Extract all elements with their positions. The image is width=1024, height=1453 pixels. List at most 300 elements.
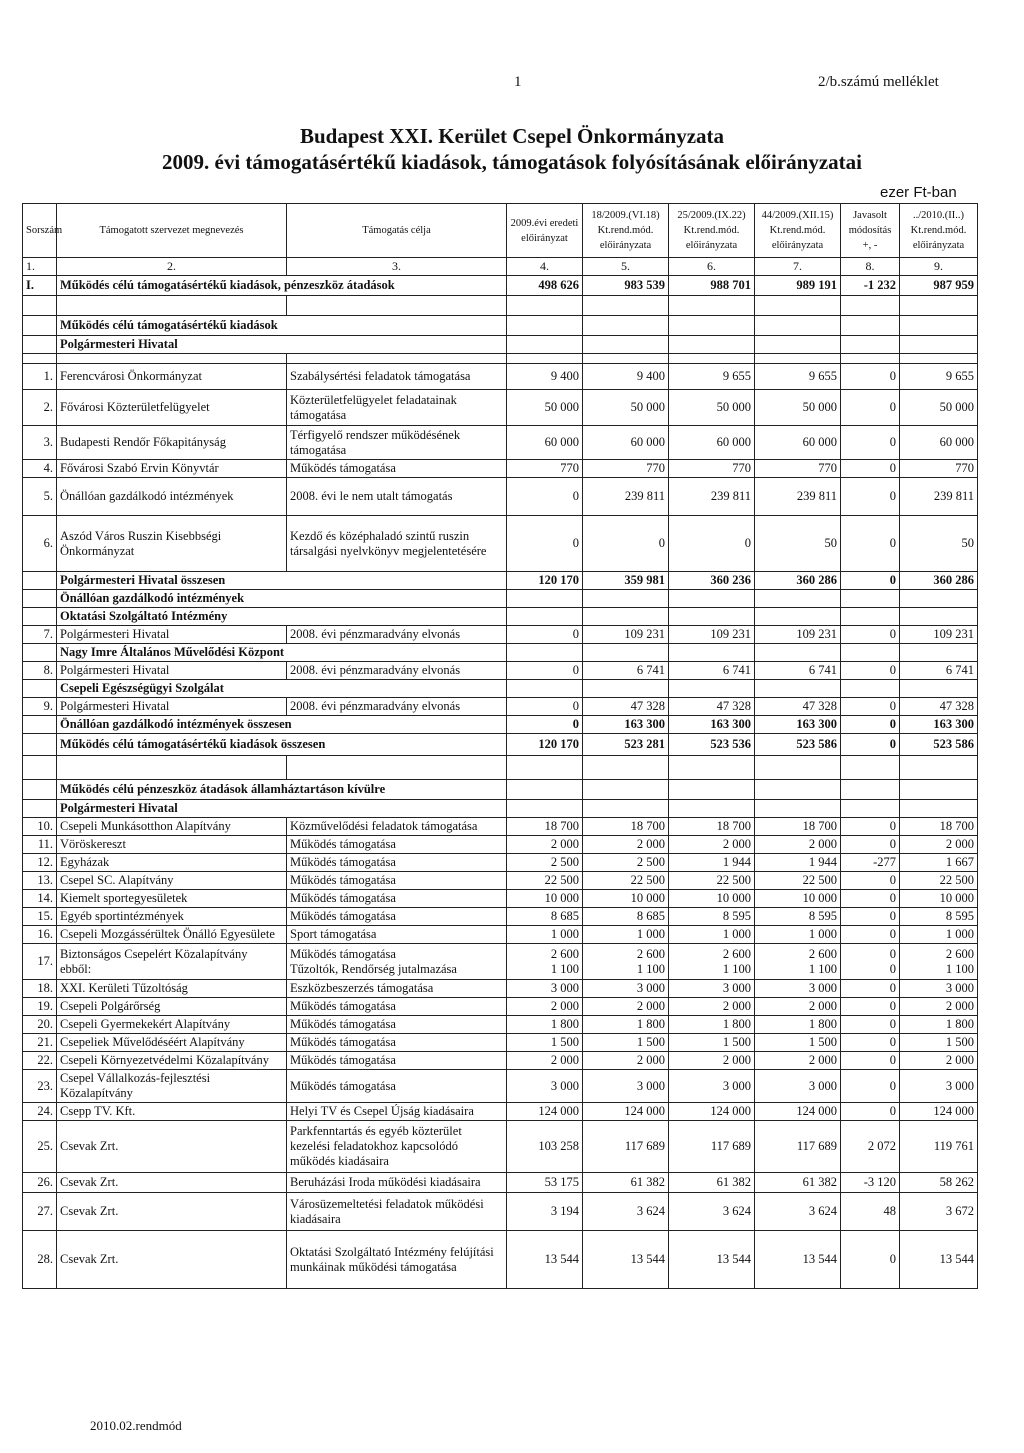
- table-row: [23, 626, 978, 644]
- organization-name: Csepeli Munkásotthon Alapítvány: [57, 818, 287, 836]
- spacer-row: [23, 756, 978, 780]
- row-number: 3.: [23, 426, 57, 460]
- value-line: 0: [889, 946, 896, 961]
- value-cell: 50 000: [583, 390, 669, 426]
- value-cell: 119 761: [900, 1121, 978, 1173]
- value-cell: 9 655: [900, 364, 978, 390]
- value-cell: 523 281: [583, 734, 669, 756]
- value-cell: 2 500: [583, 854, 669, 872]
- support-goal: Működés támogatása: [287, 460, 507, 478]
- empty-cell: [755, 680, 841, 698]
- empty-cell: [23, 716, 57, 734]
- support-goal: Beruházási Iroda működési kiadásaira: [287, 1173, 507, 1193]
- table-row: [23, 836, 978, 854]
- value-cell: [507, 944, 583, 980]
- value-cell: 3 000: [755, 1070, 841, 1103]
- empty-cell: [583, 800, 669, 818]
- empty-cell: [841, 644, 900, 662]
- support-goal: 2008. évi le nem utalt támogatás: [287, 478, 507, 516]
- row-number: 6.: [23, 516, 57, 572]
- row-number: 9.: [23, 698, 57, 716]
- value-cell: 2 000: [507, 998, 583, 1016]
- value-cell: 13 544: [755, 1231, 841, 1289]
- empty-cell: [583, 336, 669, 354]
- value-cell: 1 500: [900, 1034, 978, 1052]
- support-goal: Parkfenntartás és egyéb közterület kezelési feladatokhoz kapcsolódó működés kiadásaira: [287, 1121, 507, 1173]
- table-row: [23, 818, 978, 836]
- value-cell: 2 000: [507, 1052, 583, 1070]
- value-cell: 1 500: [583, 1034, 669, 1052]
- empty-cell: [900, 680, 978, 698]
- organization-name: Fővárosi Közterületfelügyelet: [57, 390, 287, 426]
- empty-cell: [669, 780, 755, 800]
- empty-cell: [669, 296, 755, 316]
- colnum: 6.: [669, 258, 755, 276]
- empty-cell: [23, 590, 57, 608]
- value-cell: 0: [841, 1016, 900, 1034]
- colnum: 2.: [57, 258, 287, 276]
- value-cell: 3 000: [583, 1070, 669, 1103]
- organization-name: Csepeli Gyermekekért Alapítvány: [57, 1016, 287, 1034]
- organization-name: Csevak Zrt.: [57, 1173, 287, 1193]
- value-cell: 0: [841, 836, 900, 854]
- empty-cell: [841, 296, 900, 316]
- document-title: Budapest XXI. Kerület Csepel Önkormányzata: [299, 124, 725, 148]
- value-cell: 1 000: [900, 926, 978, 944]
- support-goal: Kezdő és középhaladó szintű ruszin társalgási nyelvkönyv megjelentetésére: [287, 516, 507, 572]
- value-cell: 0: [507, 478, 583, 516]
- support-goal: Szabálysértési feladatok támogatása: [287, 364, 507, 390]
- value-cell: 6 741: [669, 662, 755, 680]
- colnum: 9.: [900, 258, 978, 276]
- value-cell: 987 959: [900, 276, 978, 296]
- row-number: 21.: [23, 1034, 57, 1052]
- value-cell: 1 800: [583, 1016, 669, 1034]
- value-cell: 60 000: [669, 426, 755, 460]
- support-goal: Működés támogatása: [287, 872, 507, 890]
- value-cell: 3 624: [669, 1193, 755, 1231]
- row-number: 17.: [23, 944, 57, 980]
- empty-cell: [287, 354, 507, 364]
- row-number: 4.: [23, 460, 57, 478]
- section-total-row: [23, 276, 978, 296]
- row-number: 13.: [23, 872, 57, 890]
- empty-cell: [755, 316, 841, 336]
- value-cell: 523 586: [900, 734, 978, 756]
- value-cell: 50 000: [900, 390, 978, 426]
- empty-cell: [900, 780, 978, 800]
- organization-name: Budapesti Rendőr Főkapitányság: [57, 426, 287, 460]
- section-heading: [23, 644, 978, 662]
- value-cell: [841, 944, 900, 980]
- value-cell: 2 000: [583, 998, 669, 1016]
- value-cell: 18 700: [900, 818, 978, 836]
- empty-cell: [755, 756, 841, 780]
- value-cell: 120 170: [507, 734, 583, 756]
- value-cell: 1 000: [669, 926, 755, 944]
- value-cell: 109 231: [755, 626, 841, 644]
- table-row: [23, 944, 978, 980]
- organization-name: Csepeliek Művelődéséért Alapítvány: [57, 1034, 287, 1052]
- value-cell: 2 000: [669, 998, 755, 1016]
- value-cell: 1 000: [507, 926, 583, 944]
- value-cell: -3 120: [841, 1173, 900, 1193]
- value-cell: 0: [841, 626, 900, 644]
- empty-cell: [669, 756, 755, 780]
- support-goal: Közterületfelügyelet feladatainak támogatása: [287, 390, 507, 426]
- empty-cell: [900, 354, 978, 364]
- support-goal: 2008. évi pénzmaradvány elvonás: [287, 698, 507, 716]
- organization-name: Aszód Város Ruszin Kisebbségi Önkormányzat: [57, 516, 287, 572]
- value-cell: 0: [841, 926, 900, 944]
- value-cell: 0: [841, 364, 900, 390]
- empty-cell: [755, 336, 841, 354]
- value-cell: -1 232: [841, 276, 900, 296]
- value-cell: 0: [507, 626, 583, 644]
- value-cell: 61 382: [583, 1173, 669, 1193]
- value-cell: 18 700: [507, 818, 583, 836]
- empty-cell: [507, 756, 583, 780]
- organization-name: Vöröskereszt: [57, 836, 287, 854]
- empty-cell: [583, 296, 669, 316]
- value-cell: 2 000: [755, 836, 841, 854]
- section-label: Működés célú pénzeszköz átadások államháztartáson kívülre: [57, 780, 507, 800]
- organization-name: Csepel SC. Alapítvány: [57, 872, 287, 890]
- value-cell: 2 000: [507, 836, 583, 854]
- value-cell: 13 544: [507, 1231, 583, 1289]
- empty-cell: [841, 590, 900, 608]
- empty-cell: [900, 590, 978, 608]
- value-cell: 1 800: [900, 1016, 978, 1034]
- value-cell: 22 500: [669, 872, 755, 890]
- value-cell: 60 000: [583, 426, 669, 460]
- value-cell: 2 000: [900, 1052, 978, 1070]
- row-number: 26.: [23, 1173, 57, 1193]
- value-cell: 359 981: [583, 572, 669, 590]
- empty-cell: [57, 296, 287, 316]
- table-row: [23, 1034, 978, 1052]
- organization-name: Csepp TV. Kft.: [57, 1103, 287, 1121]
- table-row: [23, 662, 978, 680]
- support-goal: [287, 944, 507, 980]
- value-cell: 523 586: [755, 734, 841, 756]
- value-line: 0: [889, 961, 896, 976]
- value-cell: 0: [507, 516, 583, 572]
- value-cell: 3 000: [583, 980, 669, 998]
- value-cell: 3 000: [900, 1070, 978, 1103]
- organization-name: Kiemelt sportegyesületek: [57, 890, 287, 908]
- table-row: [23, 1173, 978, 1193]
- value-cell: 770: [755, 460, 841, 478]
- empty-cell: [507, 316, 583, 336]
- table-row: [23, 1052, 978, 1070]
- empty-cell: [841, 354, 900, 364]
- organization-name: Csevak Zrt.: [57, 1231, 287, 1289]
- table-row: [23, 1193, 978, 1231]
- empty-cell: [669, 336, 755, 354]
- subtotal-row: [23, 734, 978, 756]
- table-row: [23, 854, 978, 872]
- header-name: Támogatott szervezet megnevezés: [57, 204, 287, 258]
- value-cell: 770: [583, 460, 669, 478]
- value-cell: 1 500: [755, 1034, 841, 1052]
- value-cell: 239 811: [583, 478, 669, 516]
- organization-name: Önállóan gazdálkodó intézmények: [57, 478, 287, 516]
- empty-cell: [841, 316, 900, 336]
- value-line: 2 600: [722, 946, 751, 961]
- organization-name-line: ebből:: [60, 961, 92, 976]
- empty-cell: [583, 354, 669, 364]
- value-cell: 0: [841, 890, 900, 908]
- empty-cell: [57, 354, 287, 364]
- table-row: [23, 908, 978, 926]
- section-heading: [23, 608, 978, 626]
- value-line: 1 100: [550, 961, 579, 976]
- empty-cell: [583, 608, 669, 626]
- value-cell: 0: [841, 908, 900, 926]
- value-cell: 22 500: [755, 872, 841, 890]
- row-number: 11.: [23, 836, 57, 854]
- subtotal-row: [23, 716, 978, 734]
- empty-cell: [583, 644, 669, 662]
- value-cell: 50 000: [507, 390, 583, 426]
- value-cell: 8 595: [755, 908, 841, 926]
- value-cell: 1 500: [507, 1034, 583, 1052]
- organization-name: Csevak Zrt.: [57, 1193, 287, 1231]
- section-label: Működés célú támogatásértékű kiadások összesen: [57, 734, 507, 756]
- empty-cell: [900, 336, 978, 354]
- row-number: 25.: [23, 1121, 57, 1173]
- value-cell: 0: [841, 426, 900, 460]
- empty-cell: [507, 354, 583, 364]
- row-number: 8.: [23, 662, 57, 680]
- section-label: Oktatási Szolgáltató Intézmény: [57, 608, 507, 626]
- value-cell: 1 944: [755, 854, 841, 872]
- value-cell: 8 595: [669, 908, 755, 926]
- value-cell: 10 000: [583, 890, 669, 908]
- value-cell: 124 000: [507, 1103, 583, 1121]
- empty-cell: [23, 316, 57, 336]
- row-number: 22.: [23, 1052, 57, 1070]
- value-cell: 770: [507, 460, 583, 478]
- support-goal: Sport támogatása: [287, 926, 507, 944]
- row-number: 18.: [23, 980, 57, 998]
- value-cell: 47 328: [755, 698, 841, 716]
- support-goal: Működés támogatása: [287, 998, 507, 1016]
- value-cell: 0: [669, 516, 755, 572]
- empty-cell: [841, 756, 900, 780]
- value-cell: 0: [841, 818, 900, 836]
- value-cell: 1 944: [669, 854, 755, 872]
- table-row: [23, 1103, 978, 1121]
- support-goal: Működés támogatása: [287, 1034, 507, 1052]
- value-cell: 0: [841, 1052, 900, 1070]
- table-row: [23, 516, 978, 572]
- value-line: 1 100: [722, 961, 751, 976]
- header-mod2: 25/2009.(IX.22) Kt.rend.mód. előirányzata: [669, 204, 755, 258]
- column-number-row: [23, 258, 978, 276]
- empty-cell: [23, 296, 57, 316]
- section-heading: [23, 336, 978, 354]
- value-cell: 0: [841, 998, 900, 1016]
- value-cell: 22 500: [900, 872, 978, 890]
- value-cell: 0: [841, 734, 900, 756]
- section-heading: [23, 780, 978, 800]
- support-goal: Közművelődési feladatok támogatása: [287, 818, 507, 836]
- value-cell: 50: [900, 516, 978, 572]
- section-label: Polgármesteri Hivatal: [57, 800, 507, 818]
- value-cell: 109 231: [900, 626, 978, 644]
- value-cell: 2 000: [669, 1052, 755, 1070]
- empty-cell: [841, 336, 900, 354]
- empty-cell: [583, 756, 669, 780]
- value-cell: 117 689: [755, 1121, 841, 1173]
- value-cell: 10 000: [669, 890, 755, 908]
- table-row: [23, 426, 978, 460]
- value-cell: [669, 944, 755, 980]
- value-cell: 770: [900, 460, 978, 478]
- value-cell: 3 624: [583, 1193, 669, 1231]
- row-number: 7.: [23, 626, 57, 644]
- value-cell: 1 800: [669, 1016, 755, 1034]
- organization-name: Polgármesteri Hivatal: [57, 698, 287, 716]
- spacer-row: [23, 354, 978, 364]
- empty-cell: [507, 644, 583, 662]
- row-number: 19.: [23, 998, 57, 1016]
- value-cell: 1 500: [669, 1034, 755, 1052]
- subtotal-row: [23, 572, 978, 590]
- table-row: [23, 998, 978, 1016]
- value-cell: 8 685: [507, 908, 583, 926]
- value-line: 2 600: [550, 946, 579, 961]
- value-cell: 0: [841, 662, 900, 680]
- value-cell: 60 000: [900, 426, 978, 460]
- value-cell: 47 328: [669, 698, 755, 716]
- header-row: [23, 204, 978, 258]
- row-number: 20.: [23, 1016, 57, 1034]
- value-cell: 3 000: [669, 980, 755, 998]
- value-cell: 3 000: [900, 980, 978, 998]
- header-mod1: 18/2009.(VI.18) Kt.rend.mód. előirányzata: [583, 204, 669, 258]
- value-cell: 0: [841, 390, 900, 426]
- value-cell: 50 000: [669, 390, 755, 426]
- value-cell: 47 328: [900, 698, 978, 716]
- value-cell: 0: [841, 572, 900, 590]
- spacer-row: [23, 296, 978, 316]
- value-cell: 61 382: [755, 1173, 841, 1193]
- value-cell: [900, 944, 978, 980]
- table-row: [23, 478, 978, 516]
- empty-cell: [841, 780, 900, 800]
- value-cell: 2 000: [755, 1052, 841, 1070]
- value-cell: 0: [841, 1034, 900, 1052]
- value-cell: 53 175: [507, 1173, 583, 1193]
- value-cell: 2 000: [755, 998, 841, 1016]
- value-cell: 0: [507, 698, 583, 716]
- section-label: Nagy Imre Általános Művelődési Központ: [57, 644, 507, 662]
- section-heading: [23, 680, 978, 698]
- value-cell: 10 000: [900, 890, 978, 908]
- value-cell: 2 072: [841, 1121, 900, 1173]
- value-cell: 13 544: [669, 1231, 755, 1289]
- value-cell: 0: [841, 1231, 900, 1289]
- value-cell: 124 000: [669, 1103, 755, 1121]
- empty-cell: [900, 644, 978, 662]
- section-title: Működés célú támogatásértékű kiadások, pénzeszköz átadások: [57, 276, 507, 296]
- empty-cell: [900, 800, 978, 818]
- support-goal-line: Működés támogatása: [290, 946, 396, 961]
- support-goal: Működés támogatása: [287, 1070, 507, 1103]
- value-cell: -277: [841, 854, 900, 872]
- empty-cell: [507, 780, 583, 800]
- row-number: 16.: [23, 926, 57, 944]
- value-cell: [755, 944, 841, 980]
- unit-label: ezer Ft-ban: [880, 184, 957, 201]
- support-goal: Városüzemeltetési feladatok működési kiadásaira: [287, 1193, 507, 1231]
- value-cell: 48: [841, 1193, 900, 1231]
- value-cell: 239 811: [900, 478, 978, 516]
- value-cell: 2 000: [900, 836, 978, 854]
- organization-name: Egyéb sportintézmények: [57, 908, 287, 926]
- value-cell: 124 000: [583, 1103, 669, 1121]
- value-cell: 360 286: [900, 572, 978, 590]
- empty-cell: [23, 756, 57, 780]
- table-row: [23, 390, 978, 426]
- value-cell: 0: [507, 716, 583, 734]
- value-cell: 163 300: [669, 716, 755, 734]
- empty-cell: [23, 680, 57, 698]
- empty-cell: [900, 296, 978, 316]
- value-cell: 360 286: [755, 572, 841, 590]
- empty-cell: [669, 608, 755, 626]
- section-heading: [23, 316, 978, 336]
- appropriations-table: [22, 203, 978, 1289]
- row-number: 28.: [23, 1231, 57, 1289]
- value-cell: 360 236: [669, 572, 755, 590]
- support-goal: Működés támogatása: [287, 836, 507, 854]
- empty-cell: [669, 316, 755, 336]
- organization-name: Fővárosi Szabó Ervin Könyvtár: [57, 460, 287, 478]
- table-row: [23, 364, 978, 390]
- empty-cell: [23, 572, 57, 590]
- header-mod3: 44/2009.(XII.15) Kt.rend.mód. előirányzata: [755, 204, 841, 258]
- value-cell: 989 191: [755, 276, 841, 296]
- value-cell: 13 544: [900, 1231, 978, 1289]
- empty-cell: [841, 608, 900, 626]
- value-cell: 10 000: [507, 890, 583, 908]
- value-cell: 50 000: [755, 390, 841, 426]
- table-row: [23, 1016, 978, 1034]
- organization-name: [57, 944, 287, 980]
- organization-name: Polgármesteri Hivatal: [57, 662, 287, 680]
- support-goal: Térfigyelő rendszer működésének támogatása: [287, 426, 507, 460]
- row-number: 23.: [23, 1070, 57, 1103]
- table-row: [23, 1231, 978, 1289]
- organization-name: Csepeli Polgárőrség: [57, 998, 287, 1016]
- value-cell: 983 539: [583, 276, 669, 296]
- row-number: 24.: [23, 1103, 57, 1121]
- value-line: 1 100: [945, 961, 974, 976]
- colnum: 8.: [841, 258, 900, 276]
- section-label: Önállóan gazdálkodó intézmények összesen: [57, 716, 507, 734]
- value-cell: 18 700: [755, 818, 841, 836]
- value-cell: 8 685: [583, 908, 669, 926]
- table-row: [23, 890, 978, 908]
- table-row: [23, 926, 978, 944]
- section-heading: [23, 590, 978, 608]
- empty-cell: [23, 800, 57, 818]
- colnum: 4.: [507, 258, 583, 276]
